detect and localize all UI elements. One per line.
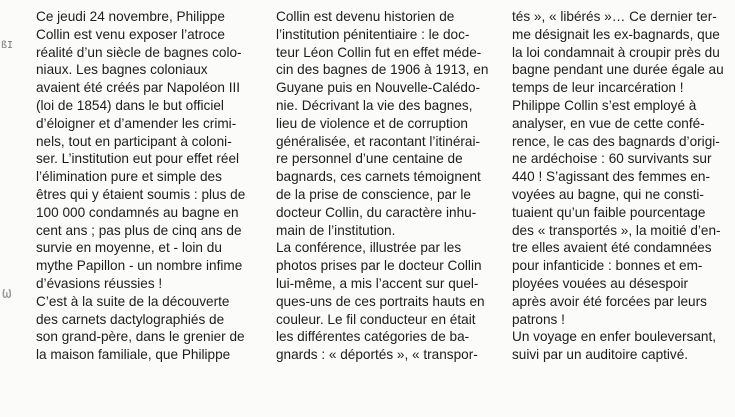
- text-line: temps de leur incarcération !: [512, 80, 684, 96]
- text-line: couleur. Le fil conducteur en était: [276, 311, 476, 327]
- text-line: nels, tout en participant à coloni-: [36, 133, 232, 149]
- text-line: des carnets dactylographiés de: [36, 311, 225, 327]
- text-line: cent ans ; pas plus de cinq ans de: [36, 222, 242, 238]
- article-column-1: [36, 8, 257, 364]
- text-line: la loi condamnait à croupir près du: [512, 44, 720, 60]
- text-line: les différentes catégories de ba-: [276, 329, 470, 345]
- text-line: ques-uns de ces portraits hauts en: [276, 293, 485, 309]
- text-line: tés », « libérés »… Ce dernier ter-: [512, 9, 717, 24]
- text-line: l’institution pénitentiaire : le doc-: [276, 26, 470, 42]
- text-line: re personnel d’une centaine de: [276, 151, 463, 167]
- text-line: êtres qui y étaient soumis : plus de: [36, 186, 246, 202]
- text-line: ployées vouées au désespoir: [512, 275, 689, 291]
- text-line: ser. L’institution eut pour effet réel: [36, 151, 240, 167]
- text-line: la maison familiale, que Philippe: [36, 347, 231, 363]
- text-line: photos prises par le docteur Collin: [276, 258, 482, 274]
- text-line: bagne pendant une durée égale au: [512, 62, 724, 78]
- text-line: patrons !: [512, 311, 565, 327]
- text-line: docteur Collin, du caractère inhu-: [276, 204, 477, 220]
- text-line: nie. Décrivant la vie des bagnes,: [276, 97, 473, 113]
- text-line: des « transportés », la moitié d’en-: [512, 222, 721, 238]
- text-line: me désignait les ex-bagnards, que: [512, 26, 720, 42]
- text-line: mythe Papillon - un nombre infime: [36, 258, 243, 274]
- text-line: lieu de violence et de corruption: [276, 115, 468, 131]
- text-line: teur Léon Collin fut en effet méde-: [276, 44, 482, 60]
- text-line: d’éloigner et d’amender les crimi-: [36, 115, 237, 131]
- text-line: C’est à la suite de la découverte: [36, 293, 230, 309]
- text-line: de la prise de conscience, par le: [276, 186, 471, 202]
- text-line: Collin est devenu historien de: [276, 9, 455, 24]
- margin-scan-mark: ßI: [1, 40, 14, 51]
- text-line: analyser, en vue de cette confé-: [512, 115, 705, 131]
- text-line: voyées au bagne, qui ne consti-: [512, 186, 704, 202]
- text-line: (loi de 1854) dans le but officiel: [36, 97, 224, 113]
- text-line: d’évasions réussies !: [36, 275, 163, 291]
- text-line: généralisée, et racontant l’itinérai-: [276, 133, 481, 149]
- text-line: 100 000 condamnés au bagne en: [36, 204, 239, 220]
- text-line: avaient été créés par Napoléon III: [36, 80, 241, 96]
- margin-scan-mark: ω: [2, 283, 12, 302]
- text-line: Un voyage en enfer bouleversant,: [512, 329, 717, 345]
- text-line: pour infanticide : bonnes et em-: [512, 258, 703, 274]
- text-line: suivi par un auditoire captivé.: [512, 347, 689, 363]
- text-line: Collin est venu exposer l’atroce: [36, 26, 225, 42]
- article-column-2: [276, 8, 494, 364]
- text-line: réalité d’un siècle de bagnes colo-: [36, 44, 242, 60]
- text-line: lui-même, a mis l’accent sur quel-: [276, 275, 479, 291]
- text-line: Philippe Collin s’est employé à: [512, 97, 697, 113]
- text-line: tuaient qu’un faible pourcentage: [512, 204, 706, 220]
- text-line: main de l’institution.: [276, 222, 396, 238]
- text-line: l’élimination pure et simple des: [36, 169, 222, 185]
- text-line: Guyane puis en Nouvelle-Calédo-: [276, 80, 481, 96]
- text-line: gnards : « déportés », « transpor-: [276, 347, 478, 363]
- text-line: La conférence, illustrée par les: [276, 240, 462, 256]
- text-line: Ce jeudi 24 novembre, Philippe: [36, 9, 225, 24]
- text-line: 440 ! S’agissant des femmes en-: [512, 169, 710, 185]
- text-line: rence, le cas des bagnards d’origi-: [512, 133, 720, 149]
- text-line: tre elles avaient été condamnées: [512, 240, 712, 256]
- text-line: son grand-père, dans le grenier de: [36, 329, 245, 345]
- text-line: survie en moyenne, et - loin du: [36, 240, 222, 256]
- text-line: après avoir été forcées par leurs: [512, 293, 707, 309]
- text-line: cin des bagnes de 1906 à 1913, en: [276, 62, 489, 78]
- text-line: ne ardéchoise : 60 survivants sur: [512, 151, 712, 167]
- text-line: bagnards, ces carnets témoignent: [276, 169, 481, 185]
- article-column-3: [512, 8, 728, 364]
- text-line: niaux. Les bagnes coloniaux: [36, 62, 208, 78]
